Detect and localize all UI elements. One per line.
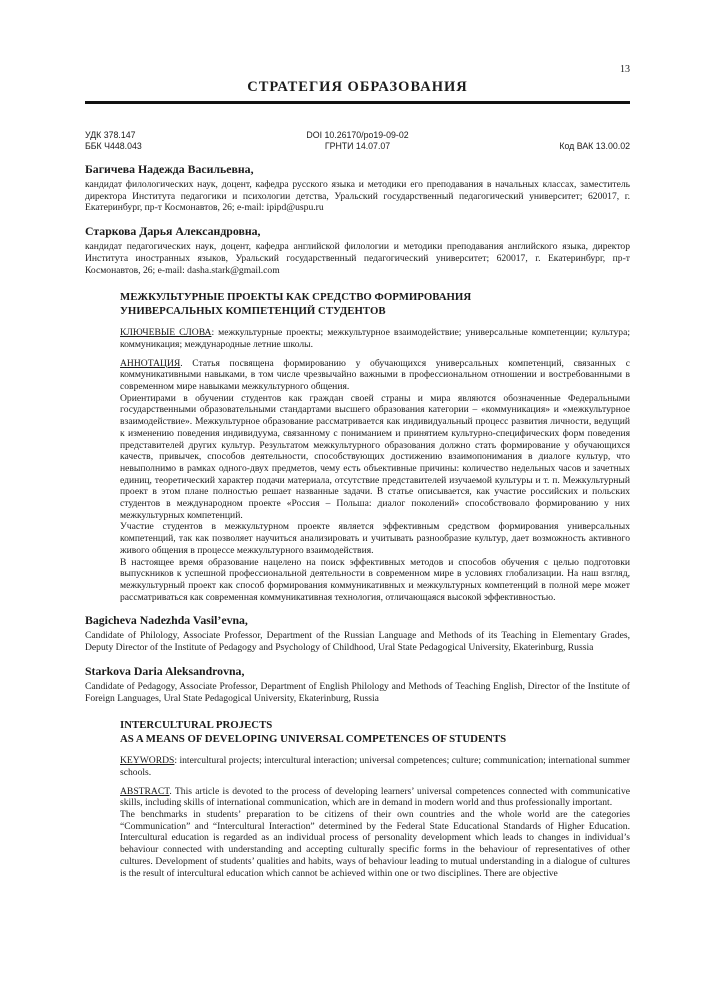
- keywords-text-ru: : межкультурные проекты; межкультурное взаимодействие; универсальные компетенции; культура; коммуникация; международные летние школы.: [120, 327, 630, 350]
- section-title: СТРАТЕГИЯ ОБРАЗОВАНИЯ: [247, 79, 468, 95]
- article-title-en-line1: INTERCULTURAL PROJECTS: [120, 719, 273, 732]
- abstract-en-p1: [120, 786, 630, 809]
- article-body-en: [120, 718, 630, 879]
- author-bio-en: Candidate of Philology, Associate Professor, Department of the Russian Language and Methods of its Teaching in Elementary Grades, Deputy Director of the Institute of Pedagogy and Psychology of Childhood, Ural State Pedagogical University, Ekaterinburg, Russia: [85, 630, 630, 654]
- keywords-ru: [120, 327, 630, 350]
- author-bio: кандидат педагогических наук, доцент, кафедра английской филологии и методики преподавания английского языка, директор Института иностранных языков, Уральский государственный педагогический университет; 620017, г. Екатеринбург, пр-т Космонавтов, 26; e-mail: dasha.stark@gmail.com: [85, 241, 630, 276]
- abstract-ru-p2: Ориентирами в обучении студентов как граждан своей страны и мира являются обозначенные Федеральными государственными образовательными стандартами высшего образования категории – «коммуникация» и «межкультурное взаимодействие». Межкультурное образование рассматривается как индивидуальный процесс развития личности, ведущий к изменению поведения индивидуума, связанному с пониманием и принятием культурно-специфических форм поведения представителей других культур. Результатом межкультурного образования должно стать формирование у обучающихся качеств, привычек, способов деятельности, способствующих достижению взаимопонимания в диалоге культур, что невыполнимо в рамках одного-двух предметов, чему есть объективные причины: количество недельных часов и зачетных единиц, теоретический характер подачи материала, отсутствие представителей изучаемой культуры и т. п. Межкультурный проект в этом плане полностью решает названные задачи. В статье описывается, как участие российских и польских студентов в международном проекте «Россия – Польша: диалог поколений» способствовало формированию у них межкультурных компетенций.: [120, 392, 630, 521]
- article-body-ru: [120, 290, 630, 603]
- article-title-ru: [120, 290, 630, 318]
- author-block-ru-1: [85, 162, 630, 214]
- article-title-en: [120, 718, 630, 746]
- abstract-label-en: ABSTRACT: [120, 785, 170, 797]
- author-name: Багичева Надежда Васильевна,: [85, 162, 254, 176]
- abstract-ru-p3: Участие студентов в межкультурном проекте является эффективным средством формирования универсальных компетенций, так как позволяет научиться анализировать и учитывать разнообразие культур, дает возможность активного живого общения в процессе межкультурного взаимодействия.: [120, 521, 630, 556]
- article-title-ru-line1: МЕЖКУЛЬТУРНЫЕ ПРОЕКТЫ КАК СРЕДСТВО ФОРМИРОВАНИЯ: [120, 291, 472, 304]
- meta-grnti: ГРНТИ 14.07.07: [324, 141, 391, 151]
- journal-page: [85, 0, 630, 879]
- abstract-text-en-p1: . This article is devoted to the process of developing learners’ universal competences connected with communicative skills, including skills of international communication, which are in demand in modern world and thus professionally important.: [120, 785, 630, 809]
- keywords-label-ru: КЛЮЧЕВЫЕ СЛОВА: [120, 327, 212, 339]
- author-name: Старкова Дарья Александровна,: [85, 224, 261, 239]
- abstract-text-ru-p1: . Статья посвящена формированию у обучающихся универсальных компетенций, связанных с коммуникативными навыками, в том числе чрезвычайно важными в профессиональном отношении и востребованными в современном мире навыками межкультурного общения.: [120, 357, 630, 393]
- meta-doi: DOI 10.26170/po19-09-02: [306, 130, 409, 140]
- keywords-label-en: KEYWORDS: [120, 755, 175, 767]
- abstract-ru-p4: В настоящее время образование нацелено на поиск эффективных методов и способов обучения с целью подготовки выпускников к успешной профессиональной деятельности в современном мире в условиях глобализации. На наш взгляд, межкультурный проект как способ формирования коммуникативных и межкультурных компетенций в полной мере может рассматриваться как современная коммуникативная технология, отличающаяся высокой эффективностью.: [120, 556, 630, 603]
- author-name-en: Starkova Daria Aleksandrovna,: [85, 663, 245, 678]
- keywords-text-en: : intercultural projects; intercultural interaction; universal competences; culture; communication; international summer schools.: [120, 755, 630, 778]
- meta-spacer: [409, 130, 630, 141]
- article-meta: [85, 130, 630, 152]
- author-block-en-2: [85, 664, 630, 704]
- author-block-en-1: [85, 613, 630, 653]
- author-bio: кандидат филологических наук, доцент, кафедра русского языка и методики его преподавания в начальных классах, заместитель директора Института педагогики и психологии детства, Уральский государственный педагогический университет; 620017, г. Екатеринбург, пр-т Космонавтов, 26; e-mail: ipipd@uspu.ru: [85, 179, 630, 214]
- header-rule: [85, 101, 630, 104]
- meta-bbk: ББК Ч448.043: [85, 141, 142, 151]
- author-block-ru-2: [85, 224, 630, 276]
- abstract-ru-p1: [120, 358, 630, 393]
- meta-udk: УДК 378.147: [85, 130, 136, 140]
- article-title-ru-line2: УНИВЕРСАЛЬНЫХ КОМПЕТЕНЦИЙ СТУДЕНТОВ: [120, 305, 386, 318]
- abstract-en-p2: The benchmarks in students’ preparation to be citizens of their own countries and the whole world are the categories “Communication” and “Intercultural Interaction” determined by the Federal State Educational Standards of Higher Education. Intercultural education is regarded as an individual process of personality development which leads to changes in individual’s behaviour connected with understanding and accepting culturally specific forms in the behaviour of representatives of other cultures. Development of students’ qualities and habits, ways of behaviour leading to mutual understanding in a dialogue of cultures is the result of intercultural education which cannot be achieved within one or two disciplines. There are objective: [120, 809, 630, 879]
- keywords-en: [120, 755, 630, 778]
- meta-vak: Код ВАК 13.00.02: [559, 141, 630, 151]
- page-number: 13: [620, 64, 630, 75]
- author-name-en: Bagicheva Nadezhda Vasil’evna,: [85, 613, 248, 628]
- abstract-label-ru: АННОТАЦИЯ: [120, 357, 181, 369]
- author-bio-en: Candidate of Pedagogy, Associate Professor, Department of English Philology and Methods of Teaching English, Director of the Institute of Foreign Languages, Ural State Pedagogical University, Ekaterinburg, Russia: [85, 680, 630, 704]
- article-title-en-line2: AS A MEANS OF DEVELOPING UNIVERSAL COMPETENCES OF STUDENTS: [120, 733, 507, 746]
